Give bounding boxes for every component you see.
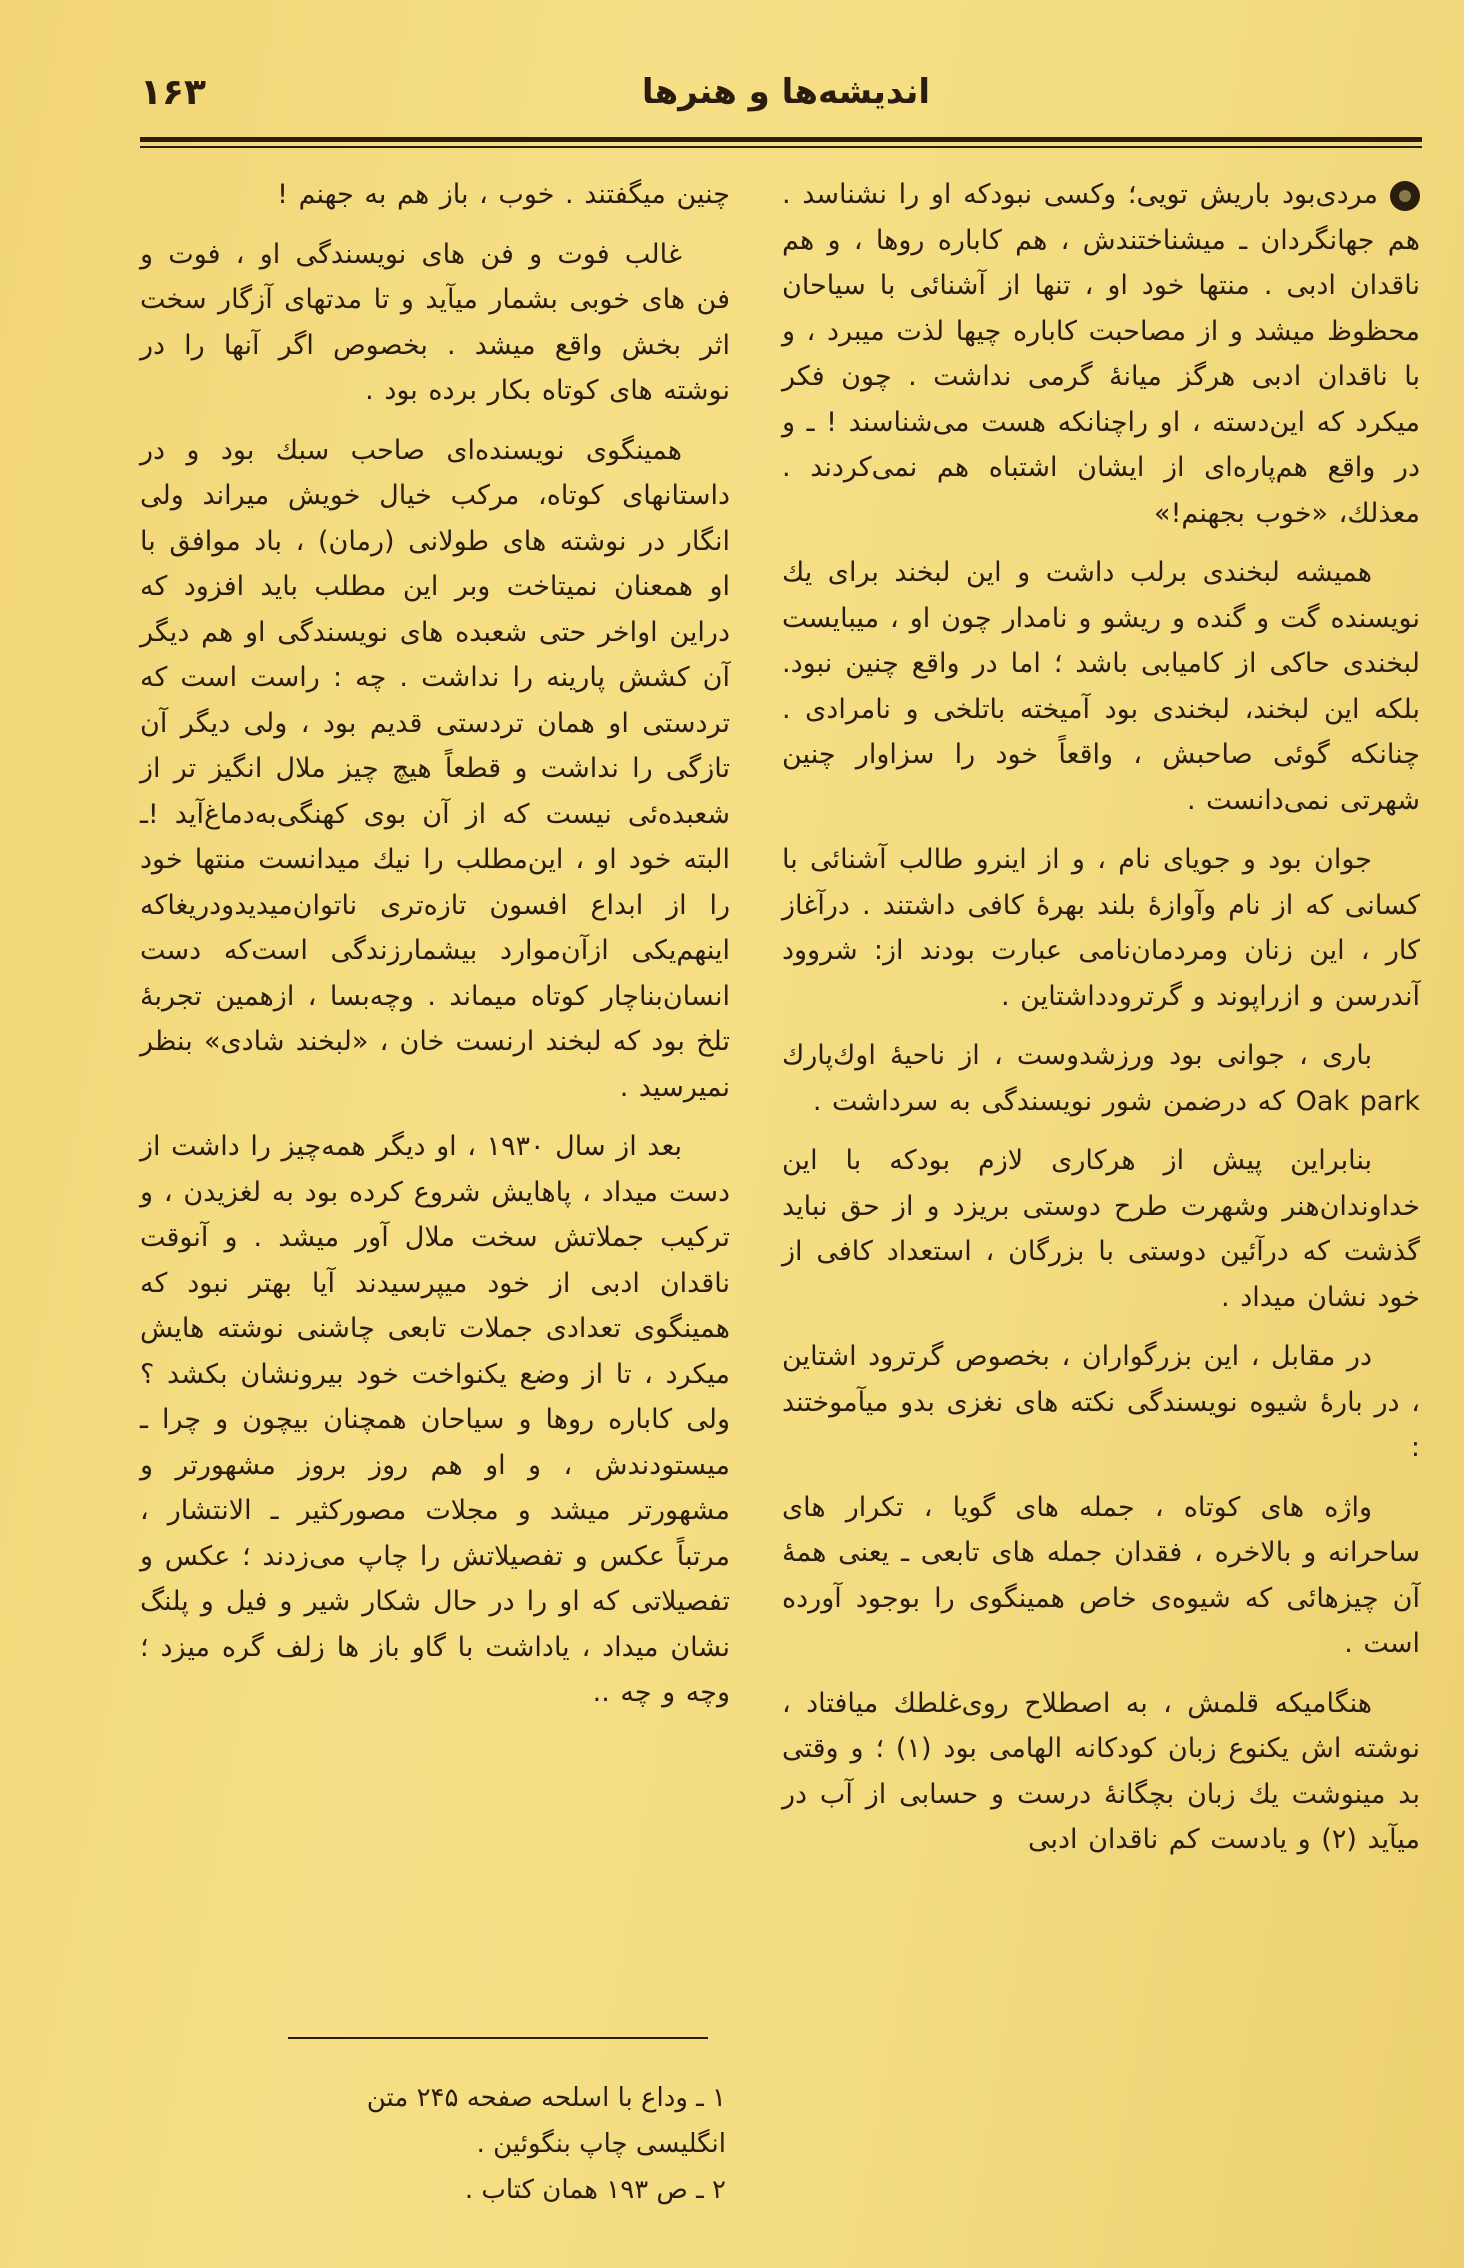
footnote-divider — [288, 2037, 708, 2039]
paragraph: بعد از سال ۱۹۳۰ ، او دیگر همه‌چیز را داشت از دست میداد ، پاهایش شروع کرده بود به لغزیدن ، و ترکیب جملاتش سخت ملال آور میشد . و آنوقت ناقدان ادبی از خود میپرسیدند آیا بهتر نبود که همینگوی تعدادی جملات تابعی چاشنی نوشته هایش میکرد ، تا از وضع یکنواخت خود بیرونشان بکشد ؟ ولی کاباره روها و سیاحان همچنان بیچون و چرا ـ میستودندش ، و او هم روز بروز مشهورتر و مشهورتر میشد و مجلات مصورکثیر ـ الانتشار ، مرتباً عکس و تفصیلاتش را چاپ می‌زدند ؛ عکس و تفصیلاتی که او را در حال شکار شیر و فیل و پلنگ نشان میداد ، یاداشت با گاو باز ها زلف گره میزد ؛ وچه و چه .. — [140, 1131, 730, 1708]
footnotes — [126, 2075, 726, 2213]
paragraph: همیشه لبخندی برلب داشت و این لبخند برای یك نویسنده گت و گنده و ریشو و نامدار چون او ، میبایست لبخندی حاکی از کامیابی باشد ؛ اما در واقع چنین نبود. بلکه این لبخند، لبخندی بود آمیخته باتلخی و نامرادی . چنانکه گوئی صاحبش ، واقعاً خود را سزاوار چنین شهرتی نمی‌دانست . — [782, 557, 1420, 816]
paragraph-text: مردی‌بود باریش تویی؛ وکسی نبودکه او را نشناسد . هم جهانگردان ـ میشناختندش ، هم کاباره روها ، و هم ناقدان ادبی . منتها خود او ، تنها از آشنائی با سیاحان محظوظ میشد و از مصاحبت کاباره چیها لذت میبرد ، و با ناقدان ادبی هرگز میانهٔ گرمی نداشت . چون فکر میکرد که این‌دسته ، او راچنانکه هست می‌شناسند ! ـ و در واقع هم‌پاره‌ای از ایشان اشتباه هم نمی‌کردند . معذلك، «خوب بجهنم!» — [782, 179, 1420, 529]
right-column — [782, 172, 1420, 1877]
header-rule-thick — [140, 137, 1422, 142]
paragraph: باری ، جوانی بود ورزشدوست ، از ناحیهٔ اوك‌پارك Oak park که درضمن شور نویسندگی به سرداشت . — [782, 1040, 1420, 1117]
paragraph: غالب فوت و فن های نویسندگی او ، فوت و فن های خوبی بشمار میآید و تا مدتهای آزگار سخت اثر بخش واقع میشد . بخصوص اگر آنها را در نوشته های کوتاه بکار برده بود . — [140, 238, 730, 406]
running-title: اندیشه‌ها و هنرها — [641, 72, 930, 112]
paragraph: واژه های کوتاه ، جمله های گویا ، تکرار های ساحرانه و بالاخره ، فقدان جمله های تابعی ـ یعنی همهٔ آن چیزهائی که شیوه‌ی خاص همینگوی را بوجود آورده است . — [782, 1491, 1420, 1659]
paragraph: جوان بود و جویای نام ، و از اینرو طالب آشنائی با کسانی که از نام وآوازهٔ بلند بهرهٔ کافی داشتند . درآغاز کار ، این زنان ومردمان‌نامی عبارت بودند از: شروود آندرسن و ازراپوند و گرترودداشتاین . — [782, 844, 1420, 1012]
footnote-line: انگلیسی چاپ بنگوئین . — [476, 2129, 726, 2159]
paragraph: هنگامیکه قلمش ، به اصطلاح روی‌غلطك میافتاد ، نوشته اش یکنوع زبان کودکانه الهامی بود (۱) ؛ و وقتی بد مینوشت یك زبان بچگانهٔ درست و حسابی از آب در میآید (۲) و یادست کم ناقدان ادبی — [782, 1687, 1420, 1855]
paragraph: در مقابل ، این بزرگواران ، بخصوص گرترود اشتاین ، در بارهٔ شیوه نویسندگی نکته های نغزی بدو میآموختند : — [782, 1341, 1420, 1463]
paragraph: چنین میگفتند . خوب ، باز هم به جهنم ! — [277, 179, 730, 210]
header-rule-thin — [140, 146, 1422, 148]
bullet-dot-icon — [1390, 181, 1420, 211]
paragraph: همینگوی نویسنده‌ای صاحب سبك بود و در داستانهای کوتاه، مرکب خیال خویش میراند ولی انگار در نوشته های طولانی (رمان) ، باد موافق با او همعنان نمیتاخت وبر این مطلب باید افزود که دراین اواخر حتی شعبده های نویسندگی او هم دیگر آن کشش پارینه را نداشت . چه : راست است که تردستی او همان تردستی قدیم بود ، ولی دیگر آن تازگی را نداشت و قطعاً هیچ چیز ملال انگیز تر از شعبده‌ئی نیست که از آن بوی کهنگی‌به‌دماغ‌آید !ـ البته خود او ، این‌مطلب را نیك میدانست منتها خود را از ابداع افسون تازه‌تری ناتوان‌میدیدودریغاکه اینهم‌یکی ازآن‌موارد بیشمارزندگی است‌که دست انسان‌بناچار کوتاه میماند . وچه‌بسا ، ازهمین تجربهٔ تلخ بود که لبخند ارنست خان ، «لبخند شادی» بنظر نمیرسید . — [140, 434, 730, 1103]
page-header — [140, 72, 1420, 134]
page-number: ۱۶۳ — [140, 72, 206, 113]
footnote-line: ۲ ـ ص ۱۹۳ همان کتاب . — [464, 2175, 726, 2205]
left-column — [140, 172, 730, 1730]
footnote-line: ۱ ـ وداع با اسلحه صفحه ۲۴۵ متن — [366, 2083, 726, 2113]
paragraph — [782, 172, 1420, 536]
paragraph: بنابراین پیش از هرکاری لازم بودکه با این خداوندان‌هنر وشهرت طرح دوستی بریزد و از حق نباید گذشت که درآئین دوستی با بزرگان ، استعداد کافی از خود نشان میداد . — [782, 1145, 1420, 1313]
